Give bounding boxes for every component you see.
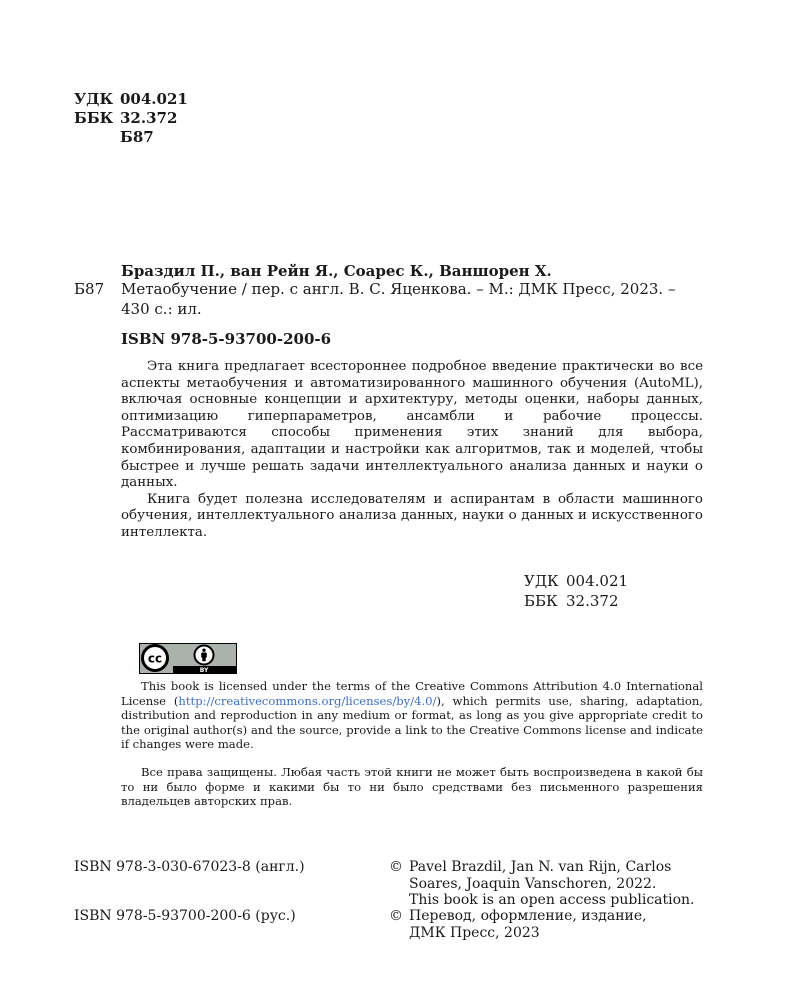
- bbk-value: 32.372: [120, 109, 178, 127]
- copyright-symbol: ©: [389, 859, 403, 875]
- license-text-start: This book is licensed under the terms of the Creative Commons Attribution 4.0 International License (: [121, 679, 703, 708]
- catalog-description: Метаобучение / пер. с англ. В. С. Яценкова. – М.: ДМК Пресс, 2023. – 430 с.: ил.: [121, 280, 676, 318]
- license-text-end: ), which permits use, sharing, adaptation, distribution and reproduction in any medium or format, as long as you give appropriate credit to the original author(s) and the source, provide a link to the Creative Commons license and indicate if changes were made.: [121, 693, 703, 752]
- classification-codes-right: [524, 572, 628, 611]
- copyright-original-line-3: This book is an open access publication.: [409, 892, 695, 908]
- cc-badge-text: cc: [147, 651, 163, 666]
- copyright-translation-line-1: Перевод, оформление, издание,: [409, 908, 647, 924]
- udk-right-label: УДК: [524, 572, 559, 590]
- copyright-translation-line-2: ДМК Пресс, 2023: [409, 924, 540, 941]
- bbk-right-value: 32.372: [566, 591, 619, 610]
- isbn-russian: ISBN 978-5-93700-200-6 (рус.): [74, 908, 296, 924]
- catalog-code: Б87: [74, 280, 105, 298]
- by-badge-text: BY: [199, 667, 209, 674]
- copyright-symbol: ©: [389, 908, 403, 924]
- isbn-english: ISBN 978-3-030-67023-8 (англ.): [74, 859, 305, 875]
- copyright-original: [389, 859, 695, 909]
- author-mark-row: [74, 128, 188, 147]
- rights-notice: Все права защищены. Любая часть этой книги не может быть воспроизведена в какой бы то ни было форме и какими бы то ни было средствами без письменного разрешения владельцев авторских прав.: [121, 765, 703, 809]
- creative-commons-by-icon: [139, 643, 237, 674]
- authors-line: Браздил П., ван Рейн Я., Соарес К., Ваншорен Х.: [121, 262, 552, 280]
- bbk-right-label: ББК: [524, 591, 558, 610]
- udk-right-row: [524, 572, 628, 592]
- copyright-original-line-1: Pavel Brazdil, Jan N. van Rijn, Carlos: [409, 859, 672, 875]
- udk-right-value: 004.021: [566, 572, 629, 590]
- bbk-right-row: [524, 592, 628, 612]
- license-link[interactable]: http://creativecommons.org/licenses/by/4.0/: [178, 693, 437, 708]
- isbn-main: ISBN 978-5-93700-200-6: [121, 330, 332, 348]
- license-text: [121, 679, 703, 752]
- udk-value: 004.021: [120, 90, 188, 108]
- udk-row: [74, 90, 188, 109]
- classification-codes: [74, 90, 188, 147]
- copyright-original-line-2: Soares, Joaquin Vanschoren, 2022.: [409, 875, 657, 892]
- udk-label: УДК: [74, 90, 114, 108]
- copyright-translation: [389, 908, 647, 941]
- annotation-paragraph-1: Эта книга предлагает всестороннее подробное введение практически во все аспекты метаобучения и автоматизированного машинного обучения (AutoML), включая основные концепции и архитектуру, методы оценки, наборы данных, оптимизацию гиперпараметров, ансамбли и рабочие процессы. Рассматриваются способы применения этих знаний для выбора, комбинирования, адаптации и настройки как алгоритмов, так и моделей, чтобы быстрее и лучше решать задачи интеллектуального анализа данных и науки о данных.: [121, 359, 703, 491]
- annotation-paragraph-2: Книга будет полезна исследователям и аспирантам в области машинного обучения, интеллектуального анализа данных, науки о данных и искусственного интеллекта.: [121, 491, 703, 540]
- annotation: [121, 359, 703, 542]
- bbk-row: [74, 109, 188, 128]
- bbk-label: ББК: [74, 109, 114, 127]
- author-mark: Б87: [120, 128, 154, 146]
